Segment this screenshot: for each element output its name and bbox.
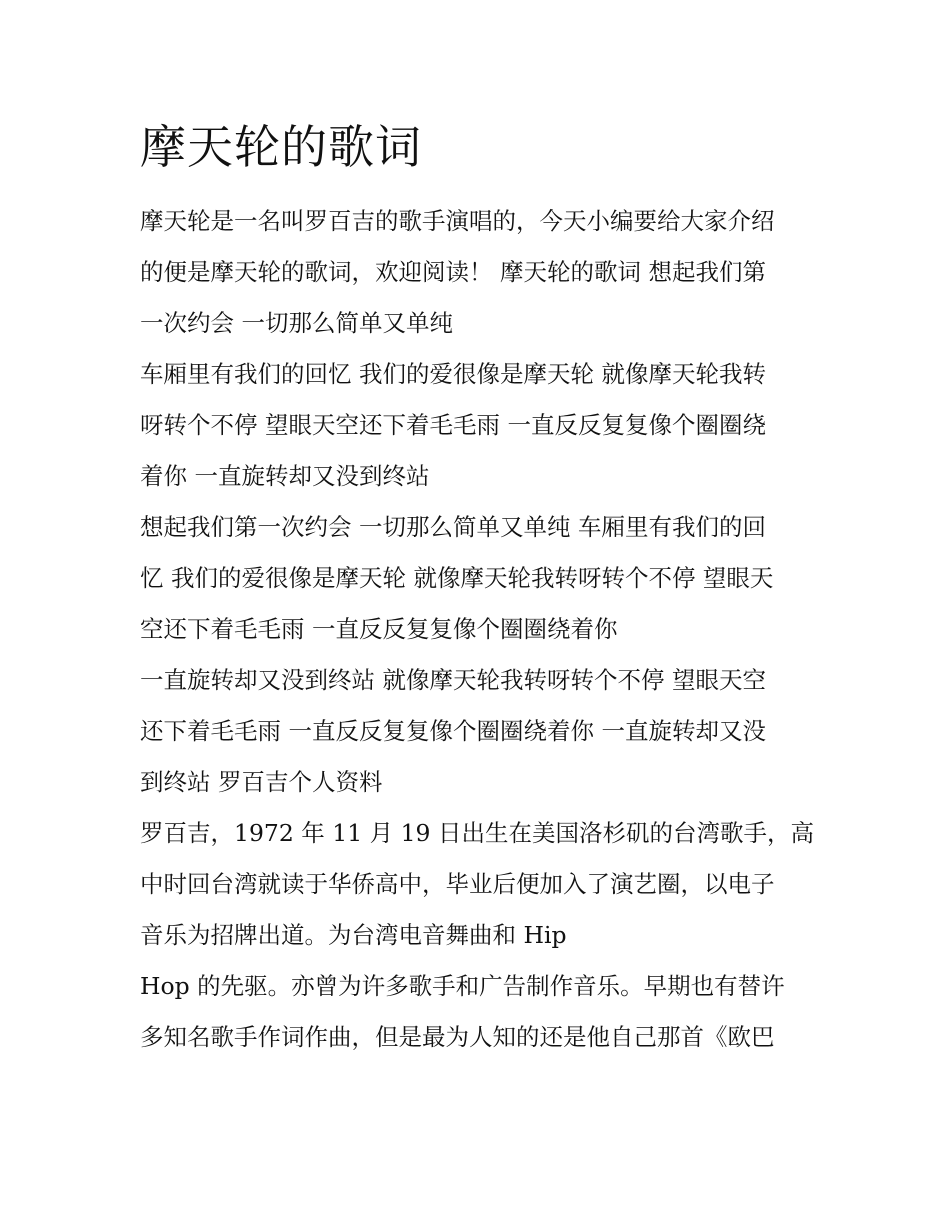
text-line: 想起我们第一次约会 一切那么简单又单纯 车厢里有我们的回: [140, 513, 766, 541]
text-line: 还下着毛毛雨 一直反反复复像个圈圈绕着你 一直旋转却又没: [140, 717, 766, 745]
text-line: 摩天轮是一名叫罗百吉的歌手演唱的，今天小编要给大家介绍: [140, 207, 775, 235]
page-title: 摩天轮的歌词: [140, 120, 422, 174]
text-line: 一直旋转却又没到终站 就像摩天轮我转呀转个不停 望眼天空: [140, 666, 766, 694]
text-line: 罗百吉，1972 年 11 月 19 日出生在美国洛杉矶的台湾歌手，高: [140, 819, 814, 847]
text-line: 的便是摩天轮的歌词，欢迎阅读！ 摩天轮的歌词 想起我们第: [140, 258, 766, 286]
text-line: 忆 我们的爱很像是摩天轮 就像摩天轮我转呀转个不停 望眼天: [140, 564, 774, 592]
text-line: 着你 一直旋转却又没到终站: [140, 462, 430, 490]
text-line: 音乐为招牌出道。为台湾电音舞曲和 Hip: [140, 921, 567, 949]
text-line: 空还下着毛毛雨 一直反反复复像个圈圈绕着你: [140, 615, 618, 643]
document-body: [140, 196, 820, 1063]
text-line: 车厢里有我们的回忆 我们的爱很像是摩天轮 就像摩天轮我转: [140, 360, 766, 388]
text-line: Hop 的先驱。亦曾为许多歌手和广告制作音乐。早期也有替许: [140, 972, 785, 1000]
text-line: 中时回台湾就读于华侨高中，毕业后便加入了演艺圈，以电子: [140, 870, 775, 898]
text-line: 一次约会 一切那么简单又单纯: [140, 309, 453, 337]
text-line: 呀转个不停 望眼天空还下着毛毛雨 一直反反复复像个圈圈绕: [140, 411, 766, 439]
text-line: 多知名歌手作词作曲，但是最为人知的还是他自己那首《欧巴: [140, 1023, 775, 1051]
text-line: 到终站 罗百吉个人资料: [140, 768, 383, 796]
